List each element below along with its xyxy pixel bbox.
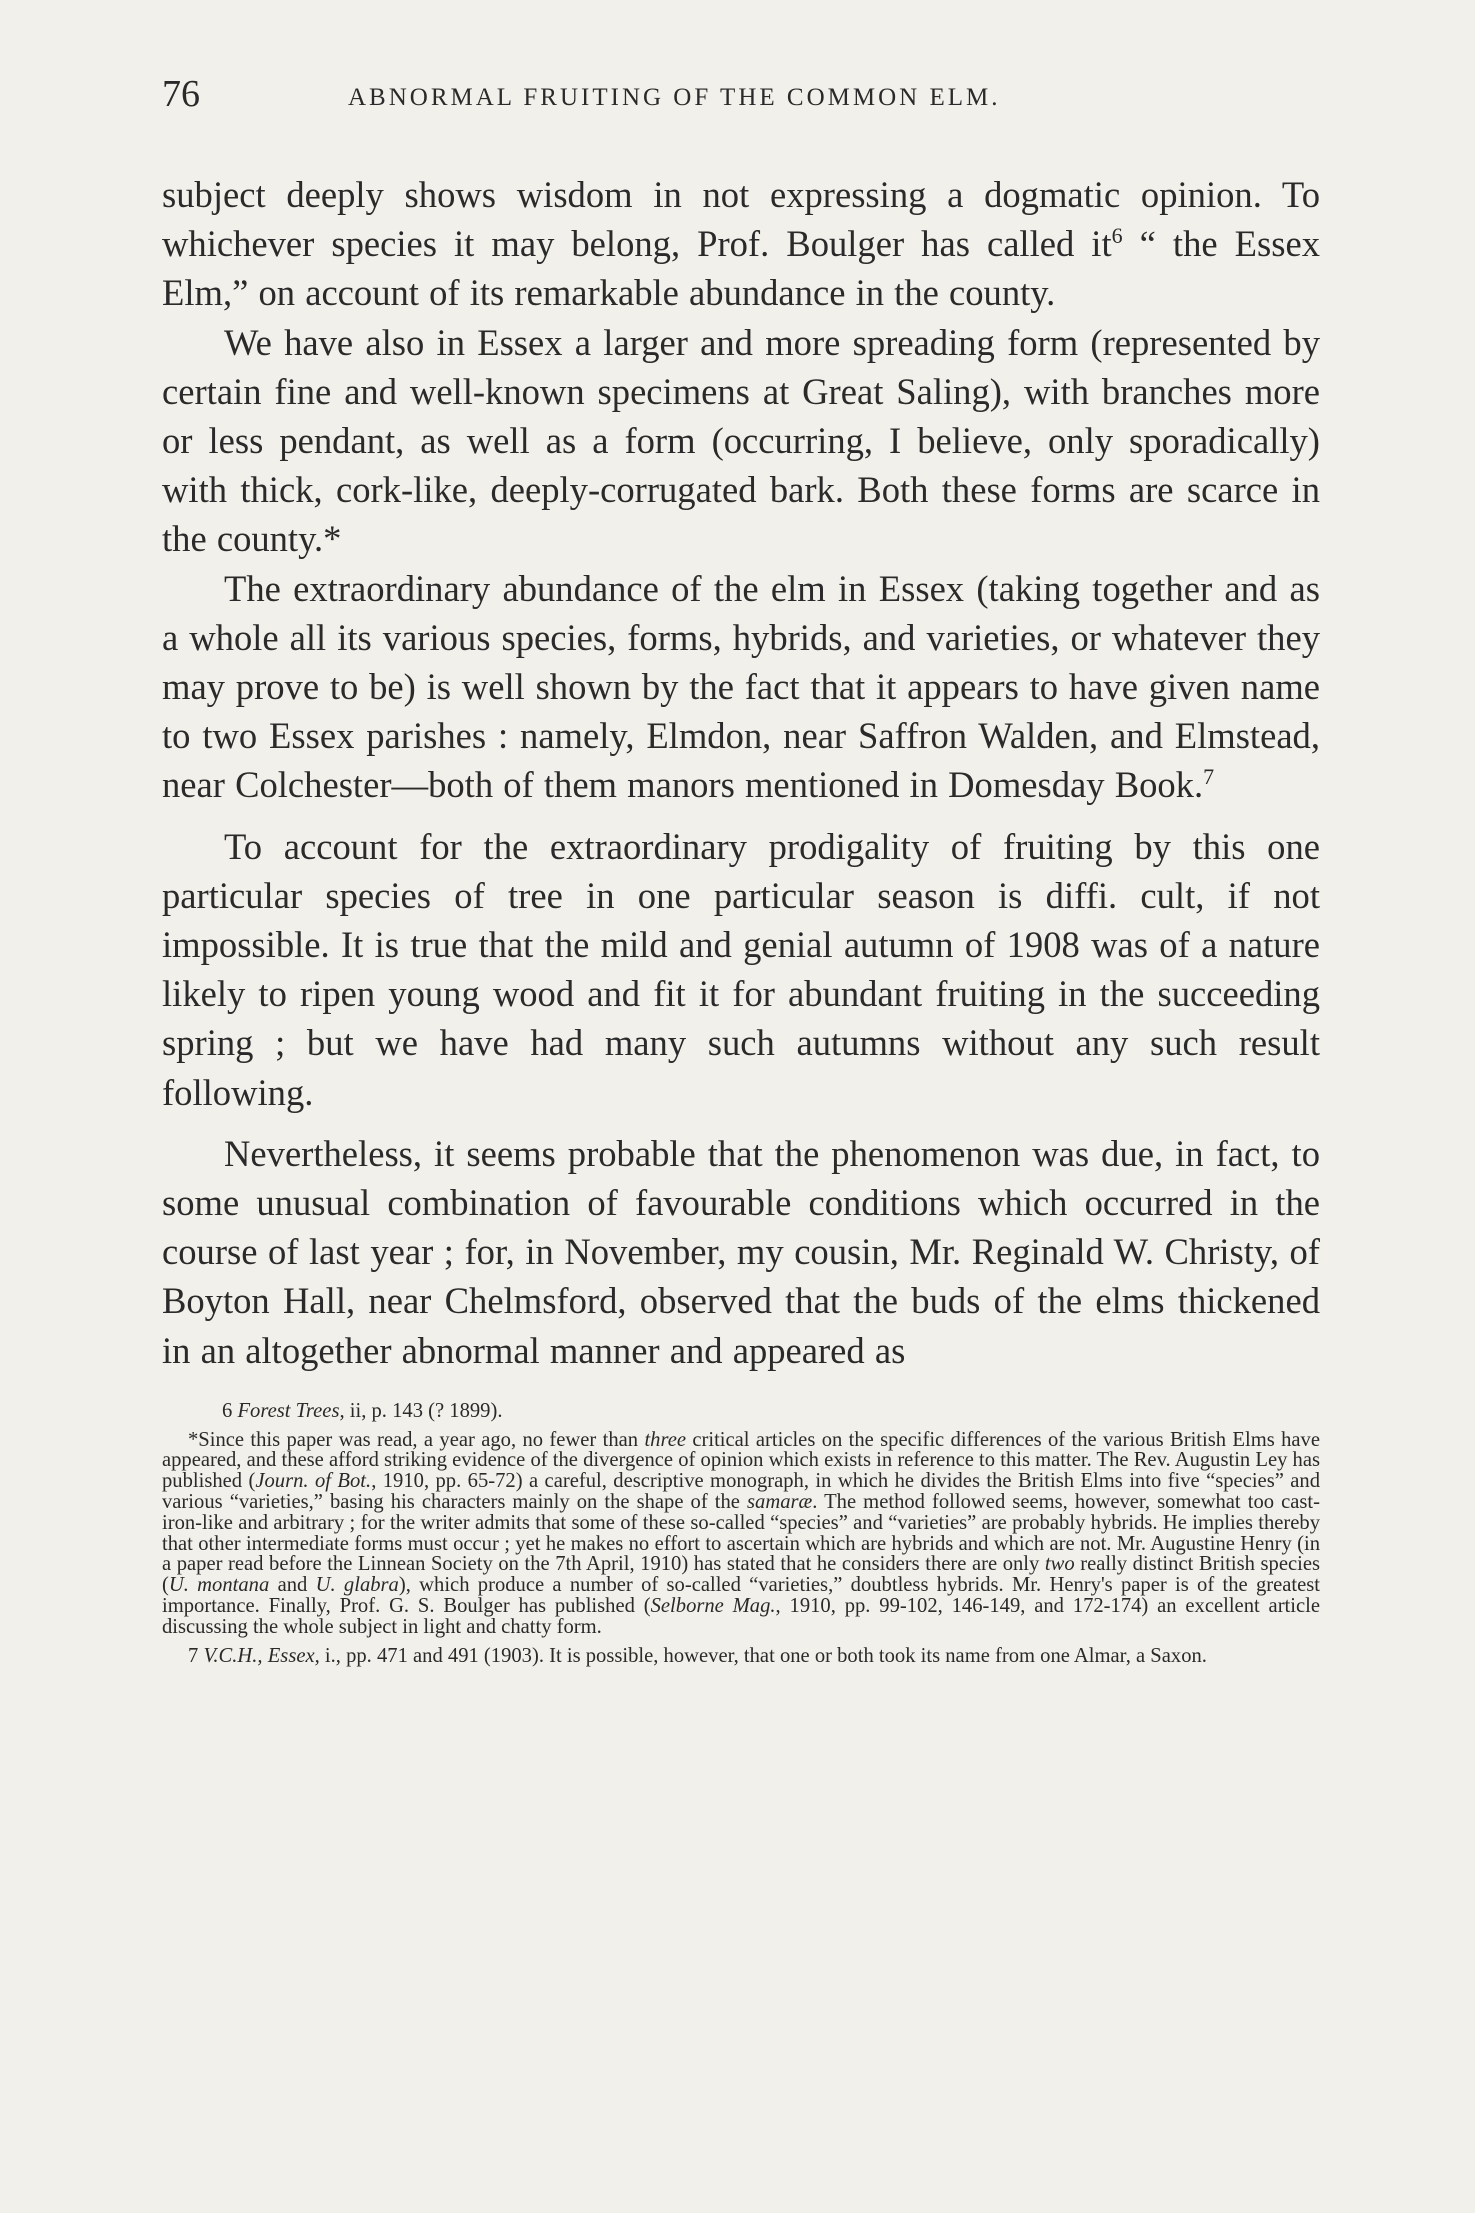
italic-run: U. montana bbox=[168, 1574, 270, 1597]
italic-run: Selborne Mag. bbox=[650, 1595, 776, 1618]
page-number: 76 bbox=[162, 73, 200, 115]
footnote-number: 7 bbox=[188, 1644, 204, 1667]
italic-run: two bbox=[1044, 1553, 1075, 1576]
body-text bbox=[162, 170, 1320, 1375]
citation-title: Forest Trees, bbox=[237, 1399, 345, 1422]
text-run: , 1910, pp. 65-72) a careful, descriptive monograph, in which he divides the British Elms into five “species” and various “varieties,” basing his characters mainly on the shape of the bbox=[162, 1470, 1321, 1514]
text-run: . The method followed seems, however, somewhat too cast-iron-like and arbitrary ; for the writer admits that some of these so-called “species” and “varieties” are probably hybrids. He implies thereby that other intermediate forms must occur ; yet he makes no effort to ascertain which are hybrids and which are not. Mr. Augustine Henry (in a paper read before the Linnean Society on the 7th April, 1910) has stated that he considers there are only bbox=[162, 1491, 1320, 1576]
text-run: and bbox=[269, 1574, 316, 1597]
text-run: *Since this paper was read, a year ago, no fewer than bbox=[188, 1428, 645, 1451]
italic-run: three bbox=[644, 1428, 686, 1451]
footnote-star bbox=[162, 1430, 1320, 1638]
paragraph: To account for the extraordinary prodigality of fruiting by this one particular species of tree in one particular season is diffi. cult, if not impossible. It is true that the mild and genial autumn of 1908 was of a nature likely to ripen young wood and fit it for abundant fruiting in the succeeding spring ; but we have had many such autumns without any such result following. bbox=[162, 825, 1320, 1113]
page bbox=[162, 70, 1320, 1674]
citation-title: V.C.H., Essex, bbox=[203, 1644, 320, 1667]
text-run: i., pp. 471 and 491 (1903). It is possible, however, that one or both took its name from one Almar, a Saxon. bbox=[319, 1644, 1207, 1667]
text-run: ), which produce a number of so-called “varieties,” doubtless hybrids. Mr. Henry's paper is of the greatest importance. Finally, Prof. G. S. Boulger has published ( bbox=[162, 1574, 1321, 1618]
text-run: The extraordinary abundance of the elm in Essex (taking together and as a whole all its various species, forms, hybrids, and varieties, or whatever they may prove to be) is well shown by the fact that it appears to have given name to two Essex parishes : namely, Elmdon, near Saffron Walden, and Elmstead, near Colchester—both of them manors mentioned in Domesday Book. bbox=[162, 567, 1320, 806]
text-run: really distinct British species ( bbox=[162, 1553, 1320, 1597]
paragraph: We have also in Essex a larger and more spreading form (represented by certain fine and well-known specimens at Great Saling), with branches more or less pendant, as well as a form (occurring, I believe, only sporadically) with thick, cork-like, deeply-corrugated bark. Both these forms are scarce in the county.* bbox=[162, 321, 1320, 560]
footnote-7 bbox=[162, 1646, 1320, 1667]
text-run: critical articles on the specific differences of the various British Elms have appeared, and these afford striking evidence of the divergence of opinion which exists in reference to this matter. The Rev. Augustin Ley has published ( bbox=[162, 1428, 1320, 1493]
italic-run: Journ. of Bot. bbox=[255, 1470, 372, 1493]
footnote-ref: 6 bbox=[1111, 223, 1123, 249]
footnote-number: 6 bbox=[222, 1399, 238, 1422]
footnotes bbox=[162, 1401, 1320, 1667]
text-run: , 1910, pp. 99-102, 146-149, and 172-174) an excellent article discussing the whole subject in light and chatty form. bbox=[162, 1595, 1321, 1638]
running-head bbox=[162, 70, 1320, 118]
footnote-ref: 7 bbox=[1203, 764, 1215, 790]
text-run: “ the Essex Elm,” on account of its remarkable abundance in the county. bbox=[162, 223, 1320, 314]
paragraph bbox=[162, 170, 1320, 318]
paragraph bbox=[162, 564, 1320, 810]
paragraph: Nevertheless, it seems probable that the phenomenon was due, in fact, to some unusual combination of favourable conditions which occurred in the course of last year ; for, in November, my cousin, Mr. Reginald W. Christy, of Boyton Hall, near Chelmsford, observed that the buds of the elms thickened in an altogether abnormal manner and appeared as bbox=[162, 1132, 1320, 1371]
text-run: ii, p. 143 (? 1899). bbox=[344, 1399, 503, 1422]
running-title: ABNORMAL FRUITING OF THE COMMON ELM. bbox=[348, 84, 1001, 111]
text-run: subject deeply shows wisdom in not expressing a dogmatic opinion. To whichever species it may belong, Prof. Boulger has called it bbox=[162, 174, 1320, 265]
italic-run: samaræ bbox=[747, 1491, 813, 1514]
italic-run: U. glabra bbox=[315, 1574, 399, 1597]
footnote-6 bbox=[162, 1401, 1320, 1422]
